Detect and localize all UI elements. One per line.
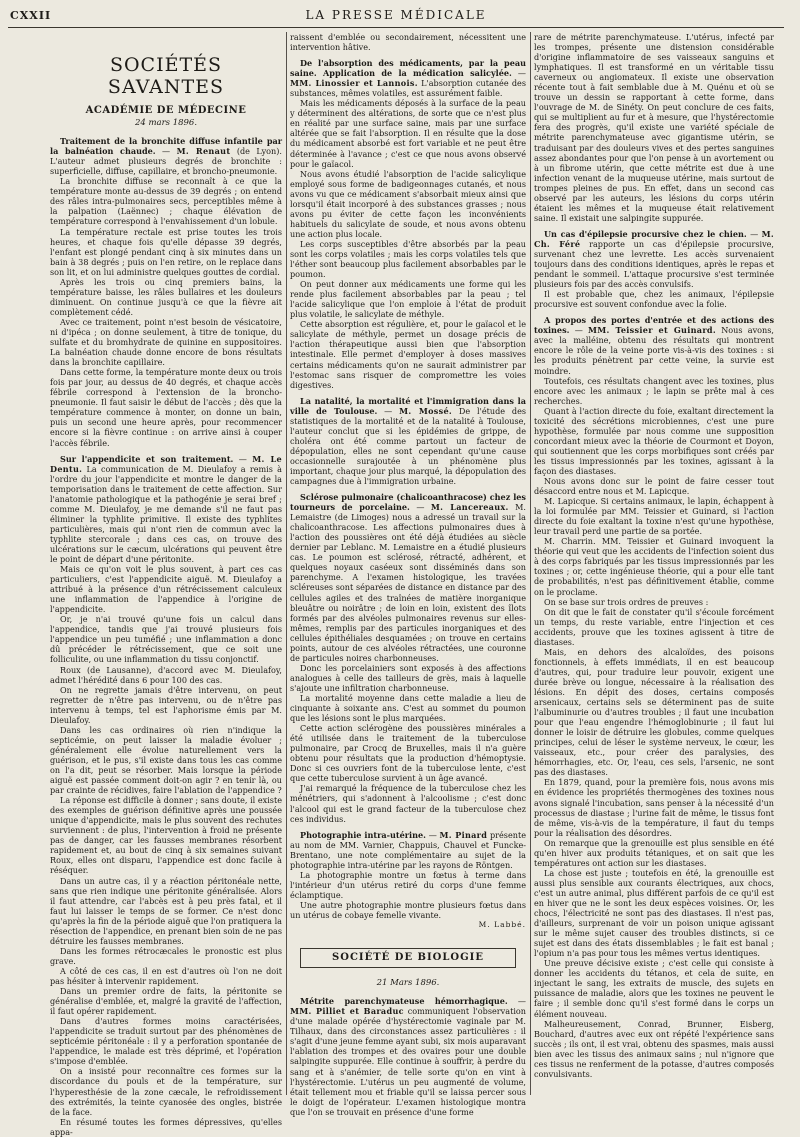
paragraph: présente au nom de MM. Varnier, Chappuis, Chauvel et Funcke-Brentano, une note complémentaire au sujet de la photographie intra-utérine par les rayons de Röntgen. [290,829,526,870]
signature: M. Labbé. [478,920,526,930]
paragraph: On se base sur trois ordres de preuves : [544,596,709,607]
article-metrite: Métrite parenchymateuse hémorrhagique. — MM. Pilliet et Baraduc communiquent l'observation d'une malade opérée d'hystérectomie vaginale par M. Tilhaux, dans des circonstances assez particulières : il s'agit d'une jeune femme ayant subi, six mois auparavant l'ablation des trompes et des ovaires pour une double salpingite suppurée. Elle continue à souffrir, à perdre du sang et à s'anémier, de telle sorte qu'on en vint à l'hystérectomie. L'utérus un peu augmenté de volume, était tellement mou et friable qu'il se laissa percer sous le doigt de l'opérateur. L'examen histologique montra que l'on se trouvait en présence d'une forme [290,996,526,1117]
session-date: 24 mars 1896. [134,118,198,129]
paragraph: Après les trois ou cinq premiers bains, la température baisse, les râles bullaires et les douleurs diminuent. On continue jusqu'à ce que la fièvre ait complètement cédé. [50,276,282,317]
paragraph: En résumé toutes les formes dépressives, qu'elles appa- [50,1116,282,1137]
paragraph: Une autre photographie montre plusieurs fœtus dans un utérus de cobaye femelle vivante. [290,899,526,920]
paragraph: L'absorption cutanée des substances, mêmes volatiles, est assurément faible. [290,78,527,99]
paragraph: La communication de M. Dieulafoy a remis à l'ordre du jour l'appendicite et montre le danger de la temporisation dans le traitement de cette affection. Sur l'anatomie pathologique et la pathogénie je serai bref ; comme M. Dieulafoy, je me demande s'il ne faut pas éliminer la typhlite primitive. Il existe des typhlites particulières, mais qui n'ont rien de commun avec la typhlite stercorale ; dans ces cas, on trouve des ulcérations sur le cæcum, ulcérations qui peuvent être le point de départ d'une péritonite. [50,463,282,565]
article-title: De l'absorption des médicaments, par la peau saine. Application de la médication salicylée. [290,58,526,79]
paragraph: On a insisté pour reconnaître ces formes sur la discordance du pouls et de la température, sur l'hyperesthésie de la zone cæcale, le refroidissement des extrémités, la teinte cyanosée des ongles, bistrée de la face. [50,1066,282,1117]
article-author: M. Ch. Féré [534,228,774,249]
paragraph: La bronchite diffuse se reconnaît à ce que la température monte au-dessus de 39 degrés ; on entend des râles intra-pulmonaires secs, perceptibles même à la palpation (Laënnec) ; chaque élévation de température correspond à l'envahissement d'un lobule. [50,176,282,227]
article-title: Traitement de la bronchite diffuse infantile par la balnéation chaude. [50,136,282,157]
continuation-text: rare de métrite parenchymateuse. L'utérus, infecté par les trompes, présente une distension considérable d'origine inflammatoire de ses vaisseaux sanguins et lymphatiques. Il est transformé en un véritable tissu caverneux ou angiomateux. Il existe une observation récente tout à fait semblable due à M. Quénu et où se trouve un dessin se rapportant à cette forme, dans l'ouvrage de M. de Sinéty. On peut conclure de ces faits, qui se multiplient au fur et à mesure, que l'hystérectomie fera des progrès, qu'il existe une variété spéciale de métrite parenchymateuse avec gigantisme utérin, se traduisant par des douleurs vives et des pertes sanguines assez abondantes pour que l'on pense à un avortement ou à un fibrome utérin, que cette métrite est due à une infection venant de la muqueuse utérine, mais surtout de trompes pleines de pus. En effet, dans un second cas observé par les auteurs, les lésions du corps utérin étaient les mêmes et la muqueuse était relativement saine. Il existait une salpingite suppurée. [534,32,774,223]
paragraph: Malheureusement, Conrad, Brunner, Eisberg, Bouchard, d'autres avec eux ont répété l'expérience sans succès ; ils ont, il est vrai, obtenu des spasmes, mais aussi bien avec les tissus des animaux sains ; nul n'ignore que ces tissus ne renferment de la potasse, d'autres composés convulsivants. [534,1018,774,1079]
article-photographie: Photographie intra-utérine. — M. Pinard présente au nom de MM. Varnier, Chappuis, Chauvel et Funcke-Brentano, une note complémentaire au sujet de la photographie intra-utérine par les rayons de Röntgen. La photographie montre un fœtus à terme dans l'intérieur d'un utérus retiré du corps d'une femme éclamptique. Une autre photographie montre plusieurs fœtus dans un utérus de cobaye femelle vivante. M. Labbé. [290,829,526,930]
continuation-text: raissent d'emblée ou secondairement, nécessitent une intervention hâtive. [290,32,526,53]
article-author: MM. Linossier et Lannois. [290,78,418,89]
article-epilepsie: Un cas d'épilepsie procursive chez le chien. — M. Ch. Féré rapporte un cas d'épilepsie procursive, survenant chez une levrette. Les accès survenaient toujours dans des conditions identiques, après le repas et pendant le sommeil. L'attaque procursive s'est terminée plusieurs fois par des accès convulsifs. Il est probable que, chez les animaux, l'épilepsie procursive est souvent confondue avec la folie. [534,228,774,310]
article-author: M. Mossé. [399,405,453,416]
paragraph: Donc les porcelainiers sont exposés à des affections analogues à celle des tailleurs de grès, mais à laquelle s'ajoute une infiltration charbonneuse. [290,662,526,693]
header-rule [8,27,784,28]
article-bronchite: Traitement de la bronchite diffuse infantile par la balnéation chaude. — M. Renaut (de Lyon). L'auteur admet plusieurs degrés de bronchite : superficielle, diffuse, capillaire, et broncho-pneumonie. La bronchite diffuse se reconnaît à ce que la température monte au-dessus de 39 degrés ; on entend des râles intra-pulmonaires secs, perceptibles même à la palpation (Laënnec) ; chaque élévation de température correspond à l'envahissement d'un lobule. La température rectale est prise toutes les trois heures, et chaque fois qu'elle dépasse 39 degrés, l'enfant est plongé pendant cinq à six minutes dans un bain à 38 degrés ; puis on l'en retire, on le replace dans son lit, et on lui administre quelques gouttes de cordial. Après les trois ou cinq premiers bains, la température baisse, les râles bullaires et les douleurs diminuent. On continue jusqu'à ce que la fièvre ait complètement cédé. Avec ce traitement, point n'est besoin de vésicatoire, ni d'ipéca ; on donne seulement, à titre de tonique, du sulfate et du bromhydrate de quinine en suppositoires. La balnéation chaude donne encore de bons résultats dans la bronchite capillaire. Dans cette forme, la température monte deux ou trois fois par jour, au dessus de 40 degrés, et chaque accès fébrile correspond à l'extension de la broncho-pneumonie. Il faut saisir le début de l'accès ; dès que la température commence à monter, on donne un bain, puis un second une heure après, pour recommencer encore si la fièvre continue : on arrive ainsi à couper l'accès fébrile. [50,136,282,448]
society-heading: ACADÉMIE DE MÉDECINE [85,105,247,116]
paragraph: Dans cette forme, la température monte deux ou trois fois par jour, au dessus de 40 degrés, et chaque accès fébrile correspond à l'extension de la broncho-pneumonie. Il faut saisir le début de l'accès ; dès que la température commence à monter, on donne un bain, puis un second une heure après, pour recommencer encore si la fièvre continue : on arrive ainsi à couper l'accès fébrile. [50,367,282,448]
article-title: Sclérose pulmonaire (chalicoanthracose) chez les tourneurs de porcelaine. [290,492,526,513]
article-sclerose: Sclérose pulmonaire (chalicoanthracose) chez les tourneurs de porcelaine. — M. Lancereaux. M. Lemaistre (de Limoges) nous a adressé un travail sur la chalicoanthracose. Les affections pulmonaires dues à l'action des poussières ont été déjà étudiées au siècle dernier par Leblanc. M. Lemaistre en a étudié plusieurs cas. Le poumon est sclérosé, rétracté, adhérent, et quelques noyaux caséeux sont disséminés dans son parenchyme. A l'examen histologique, les travées scléreuses sont séparées de distance en distance par des cellules agiles et des traînées de matière inorganique bleuâtre ou noirâtre ; de loin en loin, existent des îlots formés par des alvéoles pulmonaires revenus sur elles-mêmes, remplis par des particules inorganiques et des cellules épithéliales desquamées ; on trouve en certains points, autour de ces alvéoles rétractées, une couronne de particules noires charbonneuses. Donc les porcelainiers sont exposés à des affections analogues à celle des tailleurs de grès, mais à laquelle s'ajoute une infiltration charbonneuse. La mortalité moyenne dans cette maladie a lieu de cinquante à soixante ans. C'est au sommet du poumon que les lésions sont le plus marquées. Cette action sclérogène des poussières minérales a été utilisée dans le traitement de la tuberculose pulmonaire, par Crocq de Bruxelles, mais il n'a guère obtenu pour résultats que la production d'hémoptysie. Donc si ces ouvriers font de la tuberculose lente, c'est que cette tuberculose survient à un âge avancé. J'ai remarqué la fréquence de la tuberculose chez les ménétriers, qui s'adonnent à l'alcoolisme ; c'est donc l'alcool qui est le grand facteur de la tuberculose chez ces individus. [290,492,526,824]
paragraph: Quant à l'action directe du foie, exaltant directement la toxicité des sécrétions microbiennes, c'est une pure hypothèse, formulée par nous comme une supposition concordant mieux avec la théorie de Courmont et Doyon, qui soutiennent que les corps morbifiques sont créés par les tissus impressionnés par les toxines, agissant à la façon des diastases. [534,405,774,476]
paragraph: Mais ce qu'on voit le plus souvent, à part ces cas particuliers, c'est l'appendicite aiguë. M. Dieulafoy a attribué à la présence d'un rétrécissement calculeux une inflammation de l'appendice à l'origine de l'appendicite. [50,564,282,615]
paragraph: La mortalité moyenne dans cette maladie a lieu de cinquante à soixante ans. C'est au sommet du poumon que les lésions sont le plus marquées. [290,693,526,724]
paragraph: Or, je n'ai trouvé qu'une fois un calcul dans l'appendice, tandis que j'ai trouvé plusieurs fois l'appendice un peu tuméfié ; une inflammation a donc dû précéder le rétrécissement, que ce soit une folliculite, ou une inflammation du tissu conjonctif. [50,614,282,665]
article-title: Un cas d'épilepsie procursive chez le chien. [544,228,747,239]
paragraph: En 1879, quand, pour la première fois, nous avons mis en évidence les propriétés thermogènes des toxines nous avons signalé l'incubation, sans penser à la nécessité d'un processus de diastase ; l'urine fait de même, le tissus font de même, vis-à-vis de la température, il faut du temps pour la réalisation des désordres. [534,777,774,838]
column-3 [534,32,774,1097]
paragraph: Avec ce traitement, point n'est besoin de vésicatoire, ni d'ipéca ; on donne seulement, à titre de tonique, du sulfate et du bromhydrate de quinine en suppositoires. La balnéation chaude donne encore de bons résultats dans la bronchite capillaire. [50,316,282,368]
paragraph: Il est probable que, chez les animaux, l'épilepsie procursive est souvent confondue avec la folie. [534,289,774,310]
paragraph: rapporte un cas d'épilepsie procursive, survenant chez une levrette. Les accès survenaient toujours dans des conditions identiques, après le repas et pendant le sommeil. L'attaque procursive s'est terminée plusieurs fois par des accès convulsifs. [534,238,774,290]
paragraph: Dans d'autres formes moins caractérisées, l'appendicite se traduit surtout par des phénomènes de septicémie péritonéale : il y a perforation spontanée de l'appendice, le malade est très déprimé, et l'opération s'impose d'emblée. [50,1016,282,1067]
paragraph: Mais, en dehors des alcaloïdes, des poisons fonctionnels, à effets immédiats, il en est beaucoup d'autres, qui, pour traduire leur pouvoir, exigent une durée brève ou longue, nécessaire à la réalisation des lésions. En dépit des doses, certains composés arsenicaux, certains sels se déterminent pas de suite l'albuminurie ou d'autres troubles ; il faut une incubation pour que l'eau engendre l'hémoglobinurie ; il faut lui donner le loisir de détruire les globules, comme quelques principes, celui de léser le système nerveux, le cœur, les vaisseaux, etc., pour créer des paralysies, des hémorrhagies, etc. Or, l'eau, ces sels, l'arsenic, ne sont pas des diastases. [534,646,774,778]
article-author: M. Lancereaux. [430,502,509,513]
article-author: M. Pinard [439,829,488,840]
running-head [10,4,782,26]
paragraph: Nous avons étudié l'absorption de l'acide salicylique employé sous forme de badigeonnages cutanés, et nous avons vu que ce médicament s'absorbait mieux ainsi que lorsqu'il était incorporé à des substances grasses ; nous avons pu éviter de cette façon les inconvénients habituels du salicylate de soude, et nous avons obtenu une action plus locale. [290,168,526,239]
author-note: (de Lyon). [236,146,282,157]
article-author: MM. Pilliet et Baraduc [290,1006,404,1017]
paragraph: Mais les médicaments déposés à la surface de la peau y déterminent des altérations, de sorte que ce n'est plus en réalité par une surface saine, mais par une surface altérée que se fait l'absorption. Il en résulte que la dose du médicament absorbé est fort variable et ne peut être déterminée à l'avance ; c'est ce que nous avons observé pour le gaïacol. [290,98,526,169]
paragraph: Cette action sclérogène des poussières minérales a été utilisée dans le traitement de la tuberculose pulmonaire, par Crocq de Bruxelles, mais il n'a guère obtenu pour résultats que la production d'hémoptysie. Donc si ces ouvriers font de la tuberculose lente, c'est que cette tuberculose survient à un âge avancé. [290,723,526,784]
column-1 [50,32,282,1137]
paragraph: On dit que le fait de constater qu'il s'écoule forcément un temps, du reste variable, entre l'injection et ces accidents, prouve que les toxines agissent à titre de diastases. [534,606,774,647]
paragraph: Dans un autre cas, il y a réaction péritonéale nette, sans que rien indique une péritonite généralisée. Alors il faut attendre, car l'abcès est à peu près fatal, et il faut lui laisser le temps de se former. Ce n'est donc qu'après la fin de la période aiguë que l'on pratiquera la résection de l'appendice, en prenant bien soin de ne pas détruire les fausses membranes. [50,875,282,946]
paragraph: L'auteur admet plusieurs degrés de bronchite : superficielle, diffuse, capillaire, et broncho-pneumonie. [50,156,282,177]
column-rule-1 [286,32,287,1095]
article-author: M. Le Dentu. [50,453,282,474]
paragraph: Les corps susceptibles d'être absorbés par la peau sont les corps volatiles ; mais les corps volatiles tels que l'éther sont beaucoup plus facilement absorbables par le poumon. [290,238,526,280]
article-title: Métrite parenchymateuse hémorrhagique. [300,996,508,1007]
article-natalite: La natalité, la mortalité et l'immigration dans la ville de Toulouse. — M. Mossé. De l'étude des statistiques de la mortalité et de la natalité à Toulouse, l'auteur conclut que si les épidémies de grippe, de choléra ont été comme partout un facteur de dépopulation, elles ne sont cependant qu'une cause occasionnelle surajoutée à un phénomène plus important, chaque jour plus marqué, la dépopulation des campagnes due à l'immigration urbaine. [290,395,527,487]
article-author: MM. Teissier et Guinard. [588,325,716,336]
paragraph: Roux (de Lausanne), d'accord avec M. Dieulafoy, admet l'hérédité dans 6 pour 100 des cas. [50,664,282,685]
paragraph: Nous avons, avec la malléine, obtenu des résultats qui montrent encore le rôle de la veine porte vis-à-vis des toxines : si les produits pénètrent par cette veine, la survie est moindre. [534,325,774,376]
paragraph: M. Charrin. MM. Teissier et Guinard invoquent la théorie qui veut que les accidents de l'infection soient dus à des corps fabriqués par les tissus impressionnés par les toxines ; or, cette ingénieuse théorie, qui a pour elle tant de probabilités, n'est pas définitivement établie, comme on le proclame. [534,536,774,597]
paragraph: M. Lapicque. Si certains animaux, le lapin, échappent à la loi formulée par MM. Teissier et Guinard, si l'action directe du foie exaltant la toxine n'est qu'une hypothèse, leur travail perd une partie de sa portée. [534,496,774,537]
paragraph: On remarque que la grenouille est plus sensible en été qu'en hiver aux produits tétaniques, et on sait que les températures ont action sur les diastases. [534,837,774,868]
paragraph: On ne regrette jamais d'être intervenu, on peut regretter de n'être pas intervenu, ou de n'être pas intervenu à temps, tel est l'aphorisme émis par M. Dieulafoy. [50,684,282,725]
session-date: 21 Mars 1896. [376,978,440,989]
paragraph: On peut donner aux médicaments une forme qui les rende plus facilement absorbables par la peau ; tel l'acide salicylique que l'on emploie à l'état de produit plus volatile, le salicylate de méthyle. [290,279,526,320]
paragraph: Dans un premier ordre de faits, la péritonite se généralise d'emblée, et, malgré la gravité de l'affection, il faut opérer rapidement. [50,986,282,1017]
article-title: La natalité, la mortalité et l'immigration dans la ville de Toulouse. [290,395,526,416]
paragraph: A côté de ces cas, il en est d'autres où l'on ne doit pas hésiter à intervenir rapidement. [50,965,282,986]
paragraph: Nous avons donc sur le point de faire cesser tout désaccord entre nous et M. Lapicque. [534,476,774,497]
paragraph: Une preuve décisive existe ; c'est celle qui consiste à donner les accidents du tétanos, et cela de suite, en injectant le sang, les extraits de muscle, des sujets en puissance de maladie, alors que les toxines ne peuvent le faire ; il semble donc qu'il s'est formé dans le corps un élément nouveau. [534,958,774,1019]
paragraph: La chose est juste ; toutefois en été, la grenouille est aussi plus sensible aux courants électriques, aux chocs, c'est un autre animal, plus différent parfois de ce qu'il est en hiver que ne le sont les deux espèces voisines. Or, les chocs, l'électricité ne sont pas des diastases. Il n'est pas, d'ailleurs, surprenant de voir un poison unique agissant sur le même sujet causer des troubles distincts, si ce sujet est dans des états dissemblables ; le fait est banal ; l'opium n'a pas pour tous les mêmes vertus identiques. [534,867,774,959]
paragraph: Dans les formes rétrocæcales le pronostic est plus grave. [50,945,282,966]
paragraph: Toutefois, ces résultats changent avec les toxines, plus encore avec les animaux ; le lapin se prête mal à ces recherches. [534,375,774,406]
paragraph: La réponse est difficile à donner ; sans doute, il existe des exemples de guérison définitive après une poussée unique d'appendicite, mais le plus souvent des rechutes surviennent : de plus, l'intervention à froid ne présente pas de danger, car les fausses membranes résorbent rapidement et, au bout de cinq à six semaines suivant Roux, elles ont disparu, l'appendice est donc facile à réséquer. [50,795,282,876]
article-title: A propos des portes d'entrée et des actions des toxines. [534,315,774,336]
paragraph: M. Lemaistre (de Limoges) nous a adressé un travail sur la chalicoanthracose. Les affections pulmonaires dues à l'action des poussières ont été déjà étudiées au siècle dernier par Leblanc. M. Lemaistre en a étudié plusieurs cas. Le poumon est sclérosé, rétracté, adhérent, et quelques noyaux caséeux sont disséminés dans son parenchyme. A l'examen histologique, les travées scléreuses sont séparées de distance en distance par des cellules agiles et des traînées de matière inorganique bleuâtre ou noirâtre ; de loin en loin, existent des îlots formés par des alvéoles pulmonaires revenus sur elles-mêmes, remplis par des particules inorganiques et des cellules épithéliales desquamées ; on trouve en certains points, autour de ces alvéoles rétractées, une couronne de particules noires charbonneuses. [290,502,526,663]
paragraph: Cette absorption est régulière, et, pour le gaïacol et le salicylate de méthyle, permet un dosage précis de l'action thérapeutique aussi bien que l'absorption intestinale. Elle permet d'employer à doses massives certains médicaments qu'on ne saurait administrer par l'estomac sans risquer de compromettre les voies digestives. [290,319,526,390]
paragraph: La photographie montre un fœtus à terme dans l'intérieur d'un utérus retiré du corps d'une femme éclamptique. [290,869,526,900]
article-appendicite: Sur l'appendicite et son traitement. — M. Le Dentu. La communication de M. Dieulafoy a remis à l'ordre du jour l'appendicite et montre le danger de la temporisation dans le traitement de cette affection. Sur l'anatomie pathologique et la pathogénie je serai bref ; comme M. Dieulafoy, je me demande s'il ne faut pas éliminer la typhlite primitive. Il existe des typhlites particulières, mais qui n'ont rien de commun avec la typhlite stercorale ; dans ces cas, on trouve des ulcérations sur le cæcum, ulcérations qui peuvent être le point de départ d'une péritonite. Mais ce qu'on voit le plus souvent, à part ces cas particuliers, c'est l'appendicite aiguë. M. Dieulafoy a attribué à la présence d'un rétrécissement calculeux une inflammation de l'appendice à l'origine de l'appendicite. Or, je n'ai trouvé qu'une fois un calcul dans l'appendice, tandis que j'ai trouvé plusieurs fois l'appendice un peu tuméfié ; une inflammation a donc dû précéder le rétrécissement, que ce soit une folliculite, ou une inflammation du tissu conjonctif. Roux (de Lausanne), d'accord avec M. Dieulafoy, admet l'hérédité dans 6 pour 100 des cas. On ne regrette jamais d'être intervenu, on peut regretter de n'être pas intervenu, ou de n'être pas intervenu à temps, tel est l'aphorisme émis par M. Dieulafoy. Dans les cas ordinaires où rien n'indique la septicémie, on peut laisser la maladie évoluer ; généralement elle évolue naturellement vers la guérison, et le pus, s'il existe dans tous les cas comme on l'a dit, peut se résorber. Mais lorsque la période aiguë est passée comment doit-on agir ? en tenir là, ou par crainte de récidives, faire l'ablation de l'appendice ? La réponse est difficile à donner ; sans doute, il existe des exemples de guérison définitive après une poussée unique d'appendicite, mais le plus souvent des rechutes surviennent : de plus, l'intervention à froid ne présente pas de danger, car les fausses membranes résorbent rapidement et, au bout de cinq à six semaines suivant Roux, elles ont disparu, l'appendice est donc facile à réséquer. Dans un autre cas, il y a réaction péritonéale nette, sans que rien indique une péritonite généralisée. Alors il faut attendre, car l'abcès est à peu près fatal, et il faut lui laisser le temps de se former. Ce n'est donc qu'après la fin de la période aiguë que l'on pratiquera la résection de l'appendice, en prenant bien soin de ne pas détruire les fausses membranes. Dans les formes rétrocæcales le pronostic est plus grave. A côté de ces cas, il en est d'autres où l'on ne doit pas hésiter à intervenir rapidement. Dans un premier ordre de faits, la péritonite se généralise d'emblée, et, malgré la gravité de l'affection, il faut opérer rapidement. Dans d'autres formes moins caractérisées, l'appendicite se traduit surtout par des phénomènes de septicémie péritonéale : il y a perforation spontanée de l'appendice, le malade est très déprimé, et l'opération s'impose d'emblée. On a insisté pour reconnaître ces formes sur la discordance du pouls et de la température, sur l'hyperesthésie de la zone cæcale, le refroidissement des extrémités, la teinte cyanosée des ongles, bistrée de la face. En résumé toutes les formes dépressives, qu'elles appa- [50,453,282,1137]
page-folio: CXXII [10,8,52,22]
article-title: Sur l'appendicite et son traitement. [60,453,234,464]
article-toxines: A propos des portes d'entrée et des actions des toxines. — MM. Teissier et Guinard. Nous avons, avec la malléine, obtenu des résultats qui montrent encore le rôle de la veine porte vis-à-vis des toxines : si les produits pénètrent par cette veine, la survie est moindre. Toutefois, ces résultats changent avec les toxines, plus encore avec les animaux ; le lapin se prête mal à ces recherches. Quant à l'action directe du foie, exaltant directement la toxicité des sécrétions microbiennes, c'est une pure hypothèse, formulée par nous comme une supposition concordant mieux avec la théorie de Courmont et Doyon, qui soutiennent que les corps morbifiques sont créés par les tissus impressionnés par les toxines, agissant à la façon des diastases. Nous avons donc sur le point de faire cesser tout désaccord entre nous et M. Lapicque. M. Lapicque. Si certains animaux, le lapin, échappent à la loi formulée par MM. Teissier et Guinard, si l'action directe du foie exaltant la toxine n'est qu'une hypothèse, leur travail perd une partie de sa portée. M. Charrin. MM. Teissier et Guinard invoquent la théorie qui veut que les accidents de l'infection soient dus à des corps fabriqués par les tissus impressionnés par les toxines ; or, cette ingénieuse théorie, qui a pour elle tant de probabilités, n'est pas définitivement établie, comme on le proclame. On se base sur trois ordres de preuves : On dit que le fait de constater qu'il s'écoule forcément un temps, du reste variable, entre l'injection et ces accidents, prouve que les toxines agissent à titre de diastases. Mais, en dehors des alcaloïdes, des poisons fonctionnels, à effets immédiats, il en est beaucoup d'autres, qui, pour traduire leur pouvoir, exigent une durée brève ou longue, nécessaire à la réalisation des lésions. En dépit des doses, certains composés arsenicaux, certains sels se déterminent pas de suite l'albuminurie ou d'autres troubles ; il faut une incubation pour que l'eau engendre l'hémoglobinurie ; il faut lui donner le loisir de détruire les globules, comme quelques principes, celui de léser le système nerveux, le cœur, les vaisseaux, etc., pour créer des paralysies, des hémorrhagies, etc. Or, l'eau, ces sels, l'arsenic, ne sont pas des diastases. En 1879, quand, pour la première fois, nous avons mis en évidence les propriétés thermogènes des toxines nous avons signalé l'incubation, sans penser à la nécessité d'un processus de diastase ; l'urine fait de même, le tissus font de même, vis-à-vis de la température, il faut du temps pour la réalisation des désordres. On remarque que la grenouille est plus sensible en été qu'en hiver aux produits tétaniques, et on sait que les températures ont action sur les diastases. La chose est juste ; toutefois en été, la grenouille est aussi plus sensible aux courants électriques, aux chocs, c'est un autre animal, plus différent parfois de ce qu'il est en hiver que ne le sont les deux espèces voisines. Or, les chocs, l'électricité ne sont pas des diastases. Il n'est pas, d'ailleurs, surprenant de voir un poison unique agissant sur le même sujet causer des troubles distincts, si ce sujet est dans des états dissemblables ; le fait est banal ; l'opium n'a pas pour tous les mêmes vertus identiques. Une preuve décisive existe ; c'est celle qui consiste à donner les accidents du tétanos, et cela de suite, en injectant le sang, les extraits de muscle, des sujets en puissance de maladie, alors que les toxines ne peuvent le faire ; il semble donc qu'il s'est formé dans le corps un élément nouveau. Malheureusement, Conrad, Brunner, Eisberg, Bouchard, d'autres avec eux ont répété l'expérience sans succès ; ils ont, il est vrai, obtenu des spasmes, mais aussi bien avec les tissus des animaux sains ; nul n'ignore que ces tissus ne renferment de la potasse, d'autres composés convulsivants. [534,315,774,1079]
column-rule-2 [530,32,531,1095]
society-heading-biologie: SOCIÉTÉ DE BIOLOGIE [300,948,516,968]
journal-title: LA PRESSE MÉDICALE [305,8,487,22]
article-author: M. Renaut [176,146,231,157]
paragraph: J'ai remarqué la fréquence de la tuberculose chez les ménétriers, qui s'adonnent à l'alcoolisme ; c'est donc l'alcool qui est le grand facteur de la tuberculose chez ces individus. [290,783,526,824]
paragraph: communiquent l'observation d'une malade opérée d'hystérectomie vaginale par M. Tilhaux, dans des circonstances assez particulières : il s'agit d'une jeune femme ayant subi, six mois auparavant l'ablation des trompes et des ovaires pour une double salpingite suppurée. Elle continue à souffrir, à perdre du sang et à s'anémier, de telle sorte qu'on en vint à l'hystérectomie. L'utérus un peu augmenté de volume, était tellement mou et friable qu'il se laissa percer sous le doigt de l'opérateur. L'examen histologique montra que l'on se trouvait en présence d'une forme [290,1006,526,1117]
article-absorption: De l'absorption des médicaments, par la peau saine. Application de la médication salicylée. — MM. Linossier et Lannois. L'absorption cutanée des substances, mêmes volatiles, est assurément faible. Mais les médicaments déposés à la surface de la peau y déterminent des altérations, de sorte que ce n'est plus en réalité par une surface saine, mais par une surface altérée que se fait l'absorption. Il en résulte que la dose du médicament absorbé est fort variable et ne peut être déterminée à l'avance ; c'est ce que nous avons observé pour le gaïacol. Nous avons étudié l'absorption de l'acide salicylique employé sous forme de badigeonnages cutanés, et nous avons vu que ce médicament s'absorbait mieux ainsi que lorsqu'il était incorporé à des substances grasses ; nous avons pu éviter de cette façon les inconvénients habituels du salicylate de soude, et nous avons obtenu une action plus locale. Les corps susceptibles d'être absorbés par la peau sont les corps volatiles ; mais les corps volatiles tels que l'éther sont beaucoup plus facilement absorbables par le poumon. On peut donner aux médicaments une forme qui les rende plus facilement absorbables par la peau ; tel l'acide salicylique que l'on emploie à l'état de produit plus volatile, le salicylate de méthyle. Cette absorption est régulière, et, pour le gaïacol et le salicylate de méthyle, permet un dosage précis de l'action thérapeutique aussi bien que l'absorption intestinale. Elle permet d'employer à doses massives certains médicaments qu'on ne saurait administrer par l'estomac sans risquer de compromettre les voies digestives. [290,58,527,390]
paragraph: De l'étude des statistiques de la mortalité et de la natalité à Toulouse, l'auteur conclut que si les épidémies de grippe, de choléra ont été comme partout un facteur de dépopulation, elles ne sont cependant qu'une cause occasionnelle surajoutée à un phénomène plus important, chaque jour plus marqué, la dépopulation des campagnes due à l'immigration urbaine. [290,405,527,487]
column-2 [290,32,527,1117]
article-title: Photographie intra-utérine. [300,829,426,840]
section-title: SOCIÉTÉS SAVANTES [107,54,225,98]
paragraph: La température rectale est prise toutes les trois heures, et chaque fois qu'elle dépasse 39 degrés, l'enfant est plongé pendant cinq à six minutes dans un bain à 38 degrés ; puis on l'en retire, on le replace dans son lit, et on lui administre quelques gouttes de cordial. [50,226,282,277]
paragraph: Dans les cas ordinaires où rien n'indique la septicémie, on peut laisser la maladie évoluer ; généralement elle évolue naturellement vers la guérison, et le pus, s'il existe dans tous les cas comme on l'a dit, peut se résorber. Mais lorsque la période aiguë est passée comment doit-on agir ? en tenir là, ou par crainte de récidives, faire l'ablation de l'appendice ? [50,724,282,796]
